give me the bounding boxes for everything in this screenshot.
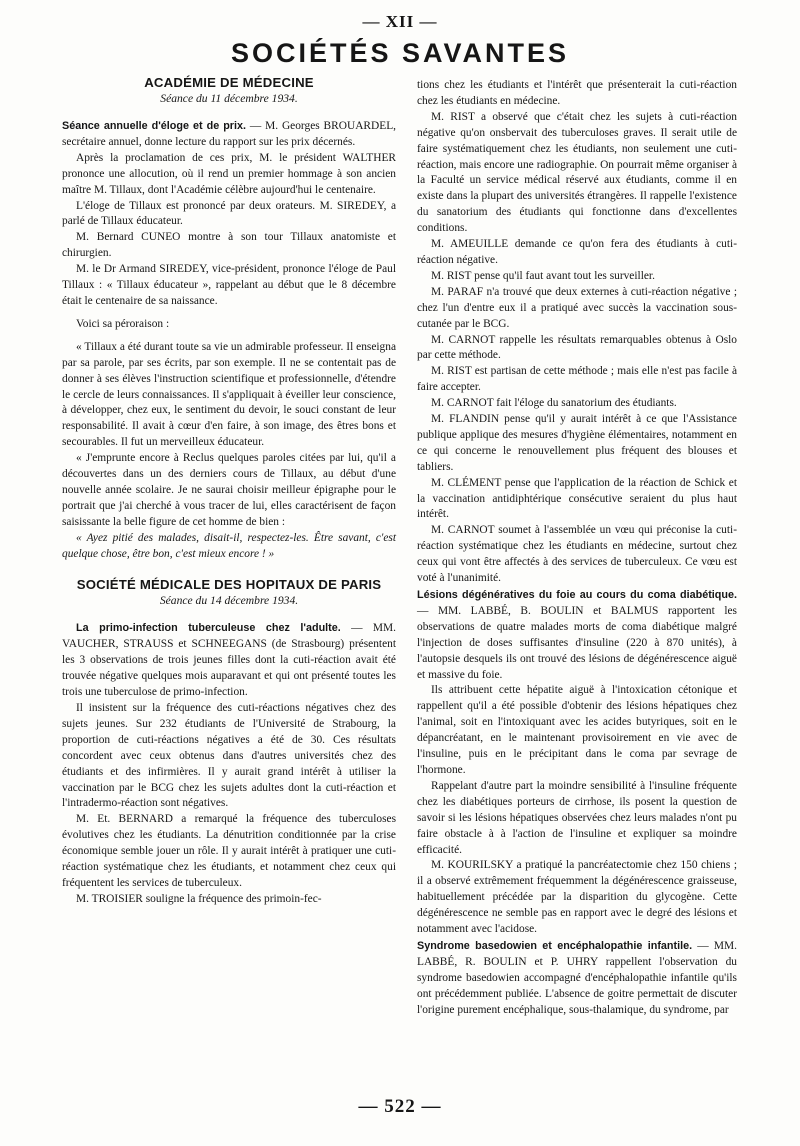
right-paragraph: M. RIST est partisan de cette méthode ; mais elle n'est pas facile à faire accepter. (417, 365, 737, 394)
hopitaux-seance-date: Séance du 14 décembre 1934. (159, 594, 299, 608)
hopitaux-paragraph: Il insistent sur la fréquence des cuti-réactions négatives chez des sujets jeunes. Sur 232 étudiants de l'Université de Strabourg, la proportion de cuti-réactions négatives a été de 30. Ces résultats concordent avec ceux obtenus dans d'autres universités chez des étudiants et des infirmières. Il y aurait grand intérêt à utiliser la vaccination par le BCG chez les sujets adultes dont la cuti-réaction et l'intradermo-réaction sont négatives. (62, 702, 396, 810)
page-roman-number: — XII — (362, 12, 438, 31)
right-paragraph: M. CARNOT rappelle les résultats remarquables obtenus à Oslo par cette méthode. (417, 333, 737, 362)
right-paragraph: Syndrome basedowien et encéphalopathie infantile. — MM. LABBÉ, R. BOULIN et P. UHRY rappellent l'observation du syndrome basedowien accompagné d'encéphalopathie infantile qu'ils ont précédemment publiée. L'absence de goitre permettait de discuter l'origine purement encéphalique, sous-thalamique, du syndrome, par (417, 939, 737, 1016)
right-paragraph: M. CARNOT fait l'éloge du sanatorium des étudiants. (431, 397, 677, 410)
academie-paragraph: M. le Dr Armand SIREDEY, vice-président, prononce l'éloge de Paul Tillaux : « Tillaux éducateur », rappelant au début que le 8 décembre était le centenaire de sa naissance. (62, 263, 396, 307)
right-paragraph: M. AMEUILLE demande ce qu'on fera des étudiants à cuti-réaction négative. (417, 238, 737, 266)
right-paragraph: M. KOURILSKY a pratiqué la pancréatectomie chez 150 chiens ; il a observé extrêmement fréquemment la dégénérescence graisseuse, habituellement précédée par la disparition du glycogène. Cette dégénérescence ne semble pas en rapport avec le degré des lésions et notamment avec l'acidose. (417, 859, 737, 936)
page-number: — 522 — (358, 1096, 442, 1117)
academie-paragraph: Séance annuelle d'éloge et de prix. — M. Georges BROUARDEL, secrétaire annuel, donne lecture du rapport sur les prix décernés. (62, 120, 397, 148)
left-column (62, 74, 396, 908)
right-paragraph: tions chez les étudiants et l'intérêt que présenterait la cuti-réaction chez les étudiants en médecine. (417, 79, 737, 107)
academie-lead-heading: Séance annuelle d'éloge et de prix. (62, 120, 247, 132)
right-paragraph: Ils attribuent cette hépatite aiguë à l'intoxication cétonique et rappellent qu'il a été possible d'obtenir des lésions hépatiques chez l'animal, soit en l'intoxiquant avec les acides butyriques, soit en le dépancréatant, en le maintenant provisoirement en vie avec de l'insuline, puis en le précipitant dans le coma par sevrage de l'hormone. (417, 684, 737, 776)
right-paragraph: M. PARAF n'a trouvé que deux externes à cuti-réaction négative ; chez l'un d'entre eux il a pratiqué avec succès la vaccination sous-cutanée par le BCG. (417, 285, 737, 330)
section-masthead: SOCIÉTÉS SAVANTES (230, 38, 570, 68)
hopitaux-paragraph: La primo-infection tuberculeuse chez l'adulte. — MM. VAUCHER, STRAUSS et SCHNEEGANS (de Strasbourg) présentent les 3 observations de trois jeunes filles dont la cuti-réaction avait été trouvée négative quelques mois auparavant et qui ont présenté toutes les trois une tuberculose de primo-infection. (62, 622, 396, 699)
academie-paragraph: Après la proclamation de ces prix, M. le président WALTHER prononce une allocution, où il rend un premier hommage à son ancien maître M. Tillaux, dont l'Académie célèbre aujourd'hui le centenaire. (62, 151, 396, 196)
academie-seance-date: Séance du 11 décembre 1934. (160, 92, 298, 105)
hopitaux-paragraph: M. Et. BERNARD a remarqué la fréquence des tuberculoses évolutives chez les étudiants. La dénutrition conditionnée par la crise économique semble jouer un rôle. Il y aurait intérêt à pratiquer une cuti-réaction systématique chez les étudiants, et notamment chez ceux qui fréquentent les services de tuberculeux. (62, 813, 396, 889)
right-paragraph: M. RIST pense qu'il faut avant tout les surveiller. (431, 269, 655, 282)
right-paragraph: M. CARNOT soumet à l'assemblée un vœu qui préconise la cuti-réaction systématique chez les étudiants en médecine, surtout chez ceux qui vont être affectés à des services de tuberculeux. Ce vœu est voté à l'unanimité. (417, 524, 737, 585)
hopitaux-lead-heading: La primo-infection tuberculeuse chez l'adulte. (76, 622, 341, 635)
academie-paragraph: M. Bernard CUNEO montre à son tour Tillaux anatomiste et chirurgien. (62, 231, 396, 260)
academie-paragraph: Voici sa péroraison : (76, 317, 170, 330)
academie-quote: « J'emprunte encore à Reclus quelques paroles citées par lui, qu'il a découvertes dans un des derniers cours de Tillaux, au début d'une nouvelle année scolaire. Je ne saurai choisir meilleur épigraphe pour le portrait que j'ai cherché à vous tracer de lui, elles caractérisent de façon saisissante la belle figure de cet homme de bien : (62, 452, 396, 528)
right-paragraph: M. RIST a observé que c'était chez les sujets à cuti-réaction négative qu'on onsbervait des tuberculoses graves. Il serait utile de faire systématiquement chez les étudiants, non seulement une cuti-réaction, mais encore une radiographie. On pourrait même organiser à la Faculté un service médical réservé aux étudiants, comme il en existe dans la plupart des universités étrangères. Il rappelle l'existence du sanatorium des étudiants qui fonctionne dans d'excellentes conditions. (417, 110, 737, 235)
hopitaux-title: SOCIÉTÉ MÉDICALE DES HOPITAUX DE PARIS (76, 577, 382, 593)
hopitaux-paragraph: M. TROISIER souligne la fréquence des primoin-fec- (76, 892, 322, 905)
academie-quote-final: « Ayez pitié des malades, disait-il, respectez-les. Être savant, c'est quelque chose, être bon, c'est mieux encore ! » (62, 531, 396, 560)
right-column (417, 78, 737, 1018)
academie-quote: « Tillaux a été durant toute sa vie un admirable professeur. Il enseigna par sa parole, par ses écrits, par son exemple. Il ne se contentait pas de donner à ses élèves l'instruction scientifique et professionnelle, d'étendre le cercle de leurs connaissances. Il s'appliquait à éveiller leur conscience, à développer, chez eux, le sentiment du devoir, le souci constant de leur responsabilité. Il avait à cœur d'en faire, à son image, des êtres bons et secourables. Il fut un merveilleux éducateur. (62, 340, 396, 449)
academie-paragraph: L'éloge de Tillaux est prononcé par deux orateurs. M. SIREDEY, a parlé de Tillaux éducateur. (62, 199, 396, 228)
right-paragraph: M. CLÉMENT pense que l'application de la réaction de Schick et la vaccination antidiphtérique consécutive seraient du plus haut intérêt. (417, 476, 737, 521)
academie-title: ACADÉMIE DE MÉDECINE (144, 75, 314, 90)
right-paragraph: M. FLANDIN pense qu'il y aurait intérêt à ce que l'Assistance publique applique des mesures d'hygiène élémentaires, notamment en ce qui concerne le renouvellement plus fréquent des blouses et tabliers. (417, 413, 737, 473)
right-paragraph: Lésions dégénératives du foie au cours du coma diabétique. — MM. LABBÉ, B. BOULIN et BALMUS rapportent les observations de quatre malades morts de coma diabétique malgré l'injection de doses suffisantes d'insuline (220 à 870 unités), à l'autopsie desquels ils ont trouvé des lésions de dégénérescence aiguë et massive du foie. (417, 589, 737, 681)
right-paragraph: Rappelant d'autre part la moindre sensibilité à l'insuline fréquente chez les diabétiques porteurs de cirrhose, ils posent la question de savoir si les lésions hépatiques observées chez leurs malades n'ont pu faire obstacle à à l'action de l'insuline et expliquer sa moindre efficacité. (417, 779, 737, 856)
syndrome-lead-heading: Syndrome basedowien et encéphalopathie infantile. (417, 939, 693, 952)
lesions-lead-heading: Lésions dégénératives du foie au cours du coma diabétique. (417, 589, 737, 601)
